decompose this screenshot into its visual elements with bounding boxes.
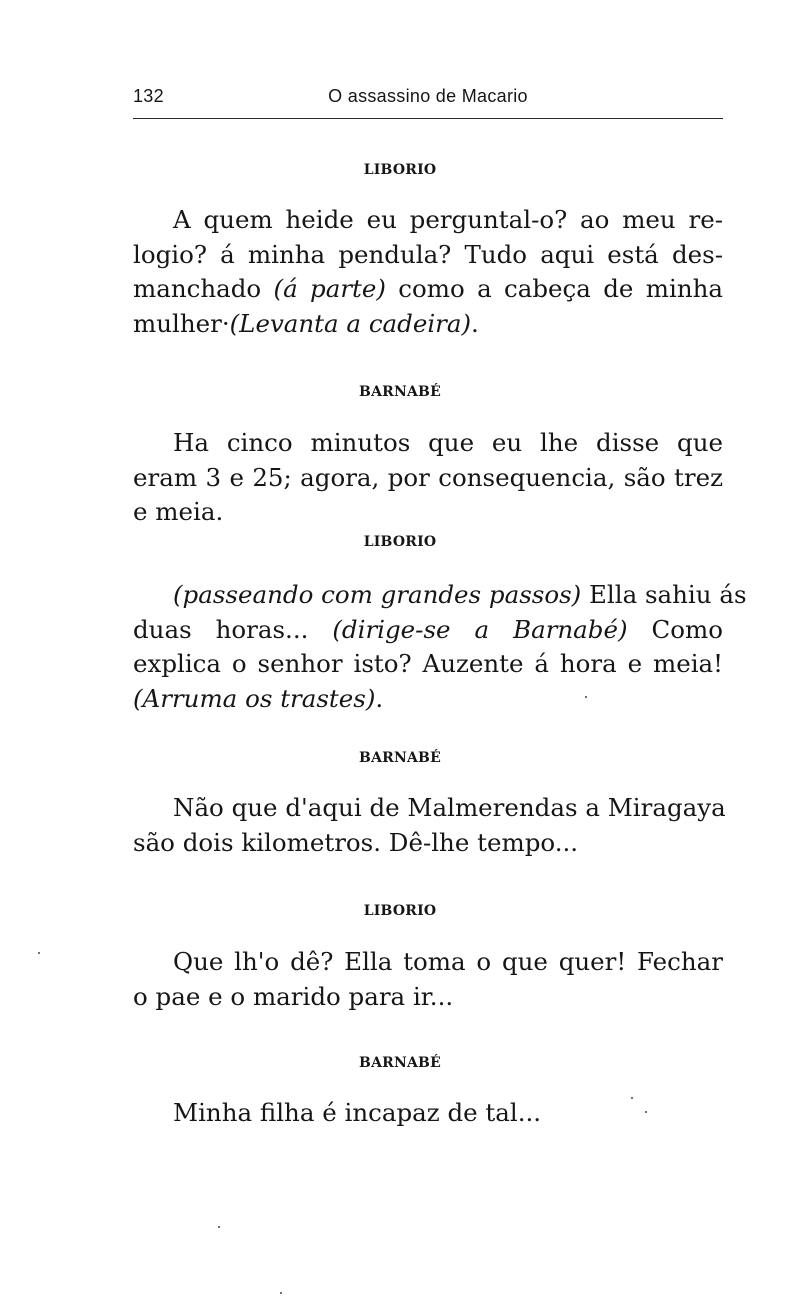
speech-paragraph xyxy=(133,203,723,341)
print-speck xyxy=(218,1226,220,1228)
stage-direction: (á parte) xyxy=(273,274,386,303)
page-header xyxy=(133,86,723,114)
speech-line xyxy=(133,945,723,980)
speech-line xyxy=(133,826,723,861)
speech-text: manchado xyxy=(133,274,274,303)
page-number: 132 xyxy=(133,86,164,106)
print-speck xyxy=(38,952,40,954)
speech-text: Ha cinco minutos que eu lhe disse que xyxy=(173,428,723,457)
running-title: O assassino de Macario xyxy=(328,86,528,106)
speech-text: e meia. xyxy=(133,497,224,526)
stage-direction: (Arruma os trastes) xyxy=(133,683,376,713)
speech-text: duas horas... xyxy=(133,614,333,644)
speaker-heading: BARNABÉ xyxy=(359,384,441,400)
speech-line xyxy=(133,238,723,273)
speech-line xyxy=(133,307,723,342)
speech-line xyxy=(133,578,747,613)
speech-text: explica o senhor isto? Auzente á hora e meia! xyxy=(133,649,723,678)
speech-text: o pae e o marido para ir... xyxy=(133,981,454,1011)
speech-line xyxy=(133,203,723,238)
print-speck xyxy=(280,1292,282,1294)
stage-direction: (dirige-se a Barnabé) xyxy=(332,614,628,644)
speech-text: logio? á minha pendula? Tudo aqui está des- xyxy=(133,239,723,269)
stage-direction: (Levanta a cadeira) xyxy=(229,308,472,338)
print-speck xyxy=(645,1111,647,1113)
print-speck xyxy=(631,1097,633,1099)
speech-line xyxy=(133,426,723,461)
speech-text: como a cabeça de minha xyxy=(385,274,723,303)
speaker-heading: LIBORIO xyxy=(363,162,437,178)
speaker-heading: LIBORIO xyxy=(363,903,437,919)
speaker-heading: BARNABÉ xyxy=(359,1055,441,1071)
speaker-heading: LIBORIO xyxy=(363,534,437,550)
header-rule xyxy=(133,118,723,119)
speech-line xyxy=(133,495,723,530)
speech-line xyxy=(133,647,723,682)
speech-paragraph xyxy=(133,426,723,530)
speech-paragraph xyxy=(133,791,726,860)
speech-paragraph xyxy=(133,945,723,1014)
speech-line xyxy=(133,791,726,826)
speech-line xyxy=(133,272,723,307)
speech-text: são dois kilometros. Dê-lhe tempo... xyxy=(133,827,579,857)
speech-text: A quem heide eu perguntal-o? ao meu re- xyxy=(173,205,723,234)
print-speck xyxy=(585,696,587,698)
stage-direction: (passeando com grandes passos) xyxy=(173,580,582,609)
speech-line xyxy=(133,682,723,717)
speech-text: eram 3 e 25; agora, por consequencia, são trez xyxy=(133,462,723,492)
speech-text: . xyxy=(471,308,479,338)
speech-line xyxy=(133,980,723,1015)
speech-text: Não que d'aqui de Malmerendas a Miragaya xyxy=(173,793,726,822)
speech-line xyxy=(133,1096,723,1131)
speech-line xyxy=(133,613,723,648)
speaker-heading: BARNABÉ xyxy=(359,750,441,766)
speech-paragraph xyxy=(133,1096,723,1131)
speech-text: mulher· xyxy=(133,308,230,338)
speech-text: Que lh'o dê? Ella toma o que quer! Fechar xyxy=(173,947,723,976)
speech-line xyxy=(133,461,723,496)
speech-text: Minha filha é incapaz de tal... xyxy=(173,1098,542,1127)
speech-text: . xyxy=(375,683,384,713)
speech-text: Ella sahiu ás xyxy=(581,580,747,609)
speech-text: Como xyxy=(627,614,723,644)
speech-paragraph xyxy=(133,578,747,716)
